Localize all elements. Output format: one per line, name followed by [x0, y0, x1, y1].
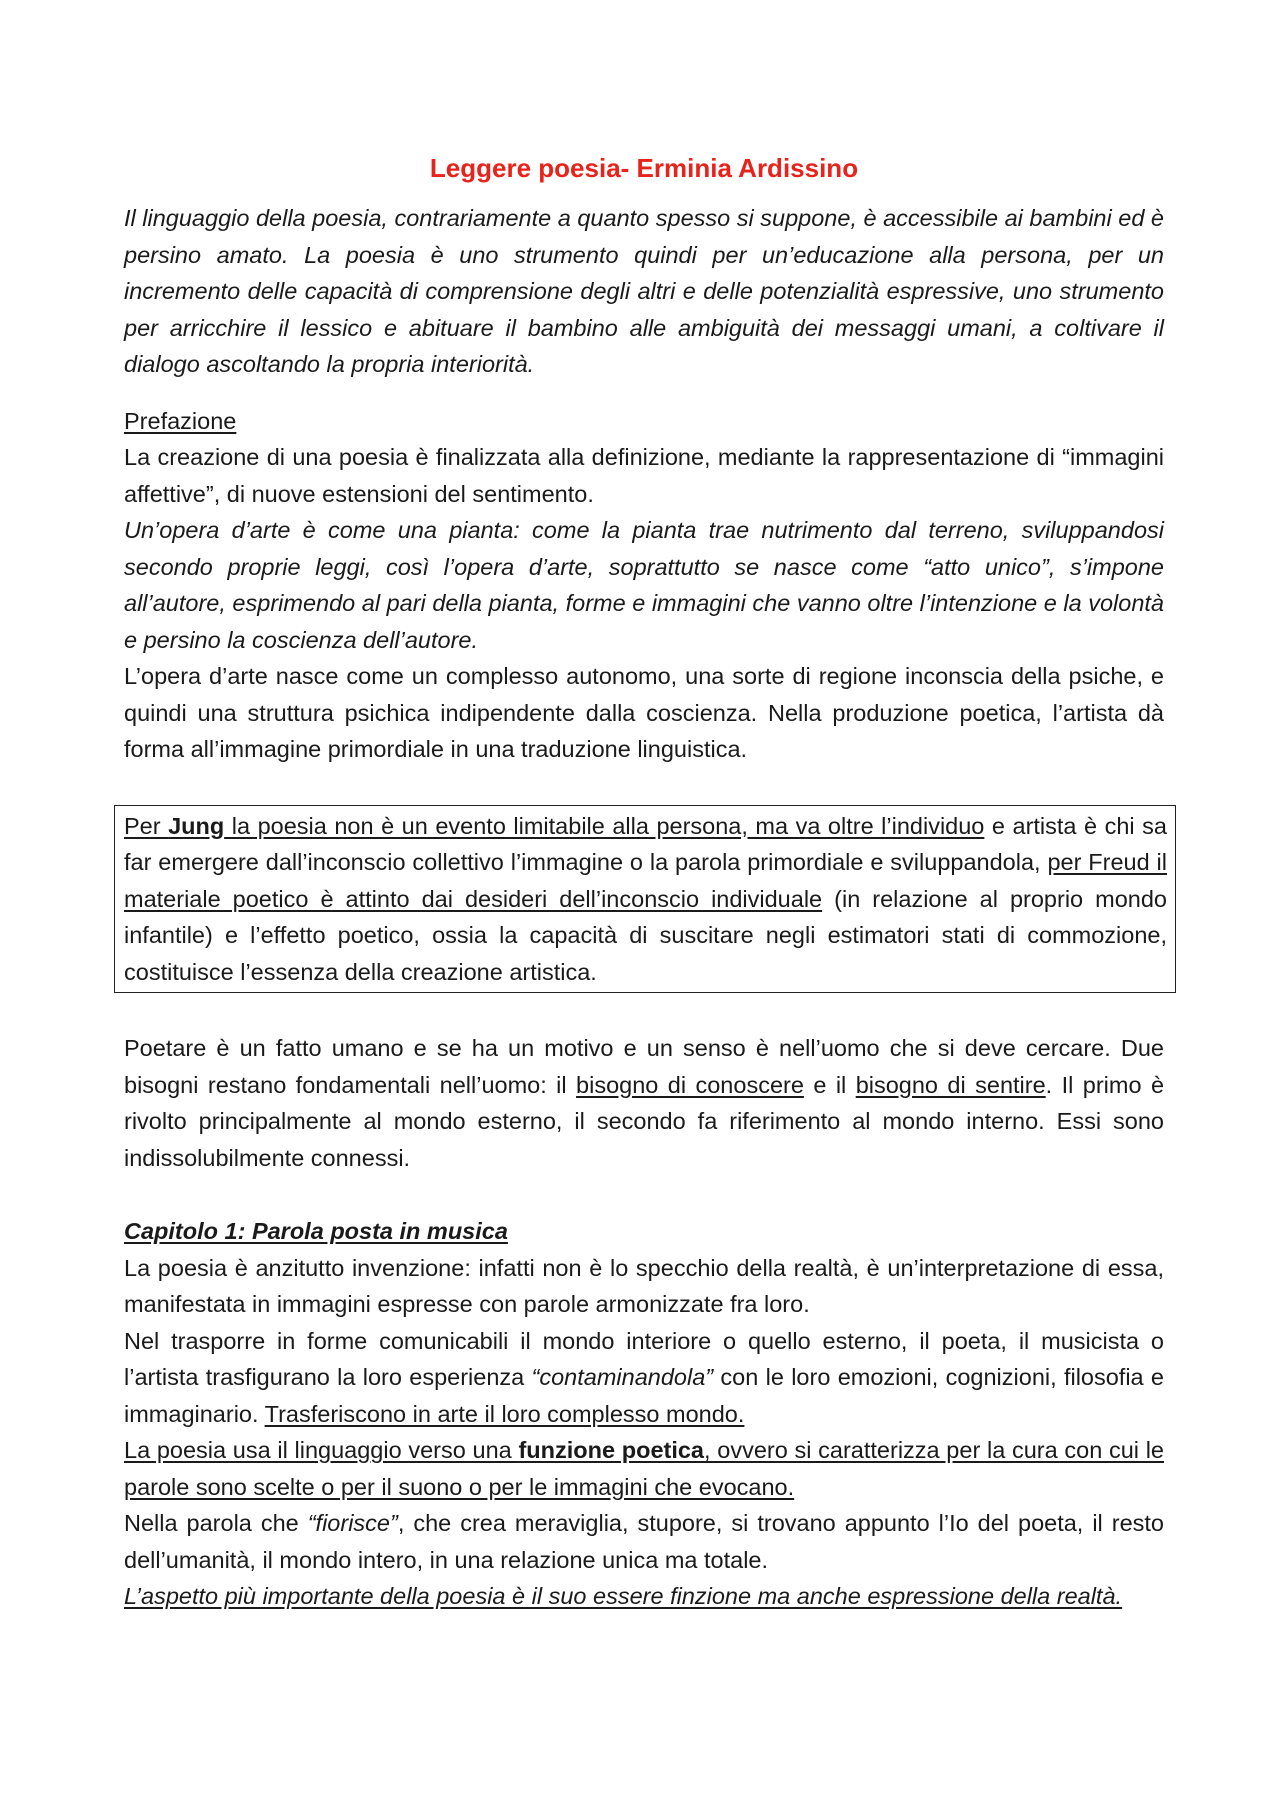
capitolo1-paragraph-4: Nella parola che “fiorisce”, che crea meraviglia, stupore, si trovano appunto l’Io del poeta, il resto dell’umanità, il mondo intero, in una relazione unica ma totale.	[124, 1510, 1164, 1573]
fiorisce-italic: “fiorisce”	[307, 1510, 398, 1536]
document-page	[124, 150, 1167, 1615]
prefazione-paragraph-1: La creazione di una poesia è finalizzata alla definizione, mediante la rappresentazione di “immagini affettive”, di nuove estensioni del sentimento.	[124, 444, 1164, 507]
prefazione-heading: Prefazione	[124, 407, 237, 434]
prefazione-section	[124, 403, 1164, 768]
box-text-1: e artista è chi sa far emergere dall’inconscio collettivo l’immagine o la parola primordiale e sviluppandola,	[124, 812, 1167, 875]
box-underline-2: per Freud il materiale poetico è attinto dai desideri dell’inconscio individuale	[124, 849, 1167, 912]
capitolo1-heading: Capitolo 1: Parola posta in musica	[124, 1218, 508, 1244]
box-text-2: (in relazione al proprio mondo infantile) e l’effetto poetico, ossia la capacità di suscitare negli estimatori stati di commozione, costituisce l’essenza della creazione artistica.	[124, 885, 1167, 985]
capitolo1-section	[124, 1213, 1164, 1615]
document-title: Leggere poesia- Erminia Ardissino	[429, 153, 859, 183]
poetare-paragraph: Poetare è un fatto umano e se ha un motivo e un senso è nell’uomo che si deve cercare. Due bisogni restano fondamentali nell’uomo: il bisogno di conoscere e il bisogno di sentire. Il primo è rivolto principalmente al mondo esterno, il secondo fa riferimento al mondo interno. Essi sono indissolubilmente connessi.	[124, 1035, 1165, 1171]
box-underline-1: Per Jung la poesia non è un evento limitabile alla persona, ma va oltre l’individuo	[124, 812, 985, 839]
prefazione-paragraph-3: L’opera d’arte nasce come un complesso autonomo, una sorte di regione inconscia della psiche, e quindi una struttura psichica indipendente dalla coscienza. Nella produzione poetica, l’artista dà forma all’immagine primordiale in una traduzione linguistica.	[124, 663, 1164, 762]
funzione-poetica-bold: funzione poetica	[518, 1437, 705, 1463]
jung-bold: Jung	[168, 812, 225, 839]
bisogno-conoscere: bisogno di conoscere	[576, 1071, 804, 1098]
capitolo1-paragraph-3: La poesia usa il linguaggio verso una funzione poetica, ovvero si caratterizza per la cura con cui le parole sono scelte o per il suono o per le immagini che evocano.	[124, 1437, 1164, 1500]
capitolo1-paragraph-2: Nel trasporre in forme comunicabili il mondo interiore o quello esterno, il poeta, il musicista o l’artista trasfigurano la loro esperienza “contaminandola” con le loro emozioni, cognizioni, filosofia e immaginario. Trasferiscono in arte il loro complesso mondo.	[124, 1327, 1165, 1427]
bisogno-sentire: bisogno di sentire	[855, 1071, 1046, 1098]
trasferiscono-underline: Trasferiscono in arte il loro complesso mondo.	[264, 1400, 745, 1427]
prefazione-paragraph-2: Un’opera d’arte è come una pianta: come la pianta trae nutrimento dal terreno, sviluppandosi secondo proprie leggi, così l’opera d’arte, soprattutto se nasce come “atto unico”, s’impone all’autore, esprimendo al pari della pianta, forme e immagini che vanno oltre l’intenzione e la volontà e persino la coscienza dell’autore.	[124, 517, 1164, 653]
contaminandola-italic: “contaminandola”	[531, 1364, 714, 1390]
intro-paragraph: Il linguaggio della poesia, contrariamente a quanto spesso si suppone, è accessibile ai bambini ed è persino amato. La poesia è uno strumento quindi per un’educazione alla persona, per un incremento delle capacità di comprensione degli altri e delle potenzialità espressive, uno strumento per arricchire il lessico e abituare il bambino alle ambiguità dei messaggi umani, a coltivare il dialogo ascoltando la propria interiorità.	[124, 205, 1164, 377]
capitolo1-paragraph-5: L’aspetto più importante della poesia è il suo essere finzione ma anche espressione della realtà.	[124, 1583, 1123, 1609]
jung-freud-box	[114, 805, 1176, 994]
capitolo1-paragraph-1: La poesia è anzitutto invenzione: infatti non è lo specchio della realtà, è un’interpretazione di essa, manifestata in immagini espresse con parole armonizzate fra loro.	[124, 1254, 1164, 1317]
